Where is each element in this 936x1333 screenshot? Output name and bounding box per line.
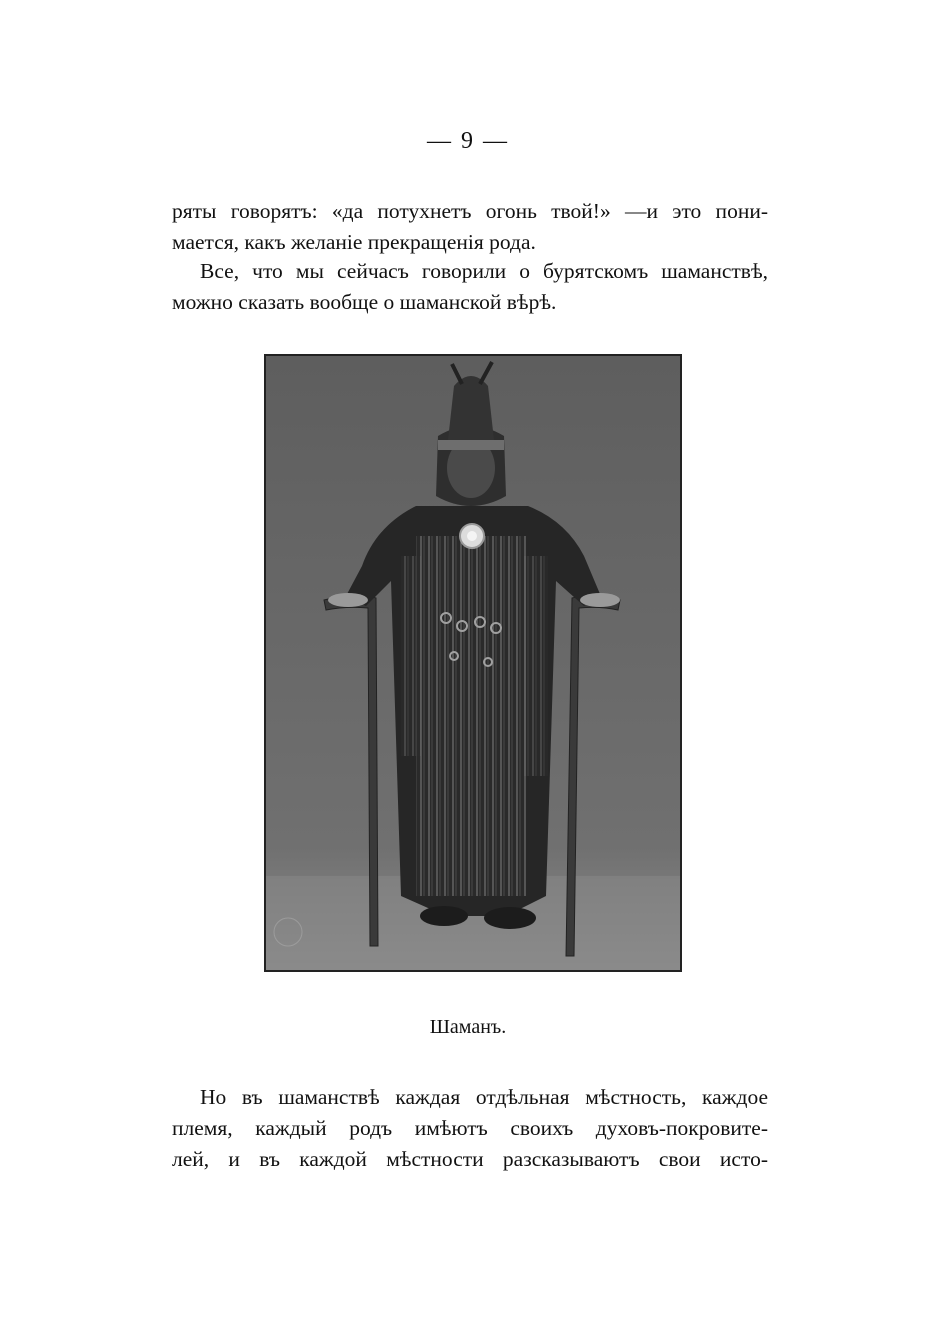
shaman-illustration bbox=[266, 356, 680, 970]
text-line: можно сказать вообще о шаманской вѣрѣ. bbox=[172, 290, 557, 314]
text-line: племя, каждый родъ имѣютъ своихъ духовъ-покровите- bbox=[172, 1116, 768, 1140]
text-line: лей, и въ каждой мѣстности разсказываютъ свои исто- bbox=[172, 1147, 768, 1171]
text-line: Но въ шаманствѣ каждая отдѣльная мѣстность, каждое bbox=[200, 1085, 768, 1109]
shaman-photograph bbox=[264, 354, 682, 972]
headband bbox=[438, 440, 504, 450]
text-line: ряты говорятъ: «да потухнетъ огонь твой!» —и это пони- bbox=[172, 199, 768, 223]
text-line: мается, какъ желаніе прекращенія рода. bbox=[172, 230, 536, 254]
page-number: — 9 — bbox=[427, 128, 509, 154]
figure-caption: Шаманъ. bbox=[429, 1016, 507, 1038]
paragraph-2 bbox=[172, 256, 768, 318]
right-boot bbox=[484, 907, 536, 929]
paragraph-3 bbox=[172, 1082, 768, 1175]
robe-fringe bbox=[416, 536, 526, 896]
text-line: Все, что мы сейчасъ говорили о бурятскомъ шаманствѣ, bbox=[200, 259, 768, 283]
right-hand bbox=[580, 593, 620, 607]
headdress-top bbox=[448, 376, 494, 440]
paragraph-1 bbox=[172, 196, 768, 258]
left-hand bbox=[328, 593, 368, 607]
left-boot bbox=[420, 906, 468, 926]
